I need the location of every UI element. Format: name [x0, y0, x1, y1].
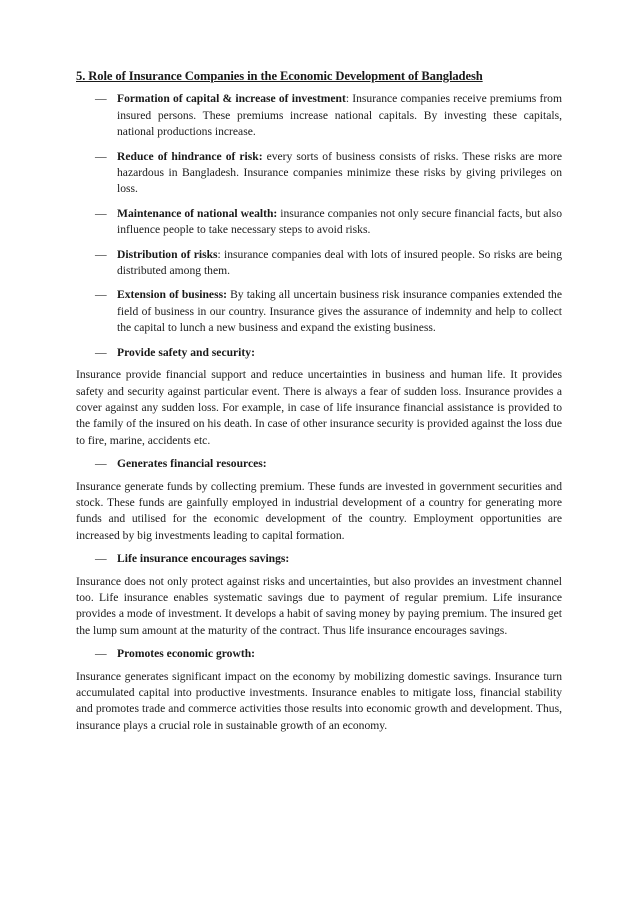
dash-marker: —	[95, 647, 107, 661]
dash-marker: —	[95, 457, 107, 471]
bullet-business-extension	[76, 287, 562, 336]
dash-marker: —	[95, 552, 107, 566]
bullet-text: insurance companies deal with lots of insured people. So risks are being distributed among them.	[117, 247, 562, 278]
paragraph-financial-resources: Insurance generate funds by collecting premium. These funds are invested in government securities and stock. These funds are gainfully employed in industrial development of a country for generating more funds and utilised for the economic development of the country. Employment opportunities are increased by big investments leading to capital formation.	[76, 479, 562, 542]
subheading-text: Promotes economic growth:	[117, 647, 256, 661]
subheading-text: Provide safety and security:	[117, 345, 255, 359]
bullet-capital-formation	[76, 91, 562, 140]
dash-marker: —	[95, 288, 107, 302]
document-page	[76, 68, 562, 741]
bullet-text: every sorts of business consists of risks. These risks are more hazardous in Bangladesh. Insurance companies minimize these risks by giving privileges on loss.	[117, 149, 562, 196]
dash-marker: —	[95, 92, 107, 106]
bullet-reduce-risk	[76, 149, 562, 198]
dash-marker: —	[95, 206, 107, 220]
bullet-text: Insurance companies receive premiums from insured persons. These premiums increase national capitals. By investing these capitals, national productions increase.	[117, 92, 562, 139]
bullet-national-wealth	[76, 206, 562, 239]
bullet-term: Maintenance of national wealth:	[117, 206, 278, 220]
bullet-term: Reduce of hindrance of risk:	[117, 149, 263, 163]
bullet-term: Extension of business:	[117, 288, 227, 302]
bullet-text: insurance companies not only secure financial facts, but also influence people to take necessary steps to avoid risks.	[117, 206, 562, 237]
subheading-safety-security	[76, 345, 562, 361]
bullet-term: Distribution of risks	[117, 247, 218, 261]
dash-marker: —	[95, 345, 107, 359]
subheading-text: Life insurance encourages savings:	[117, 552, 290, 566]
bullet-term: Formation of capital & increase of investment	[117, 92, 346, 106]
bullet-separator: :	[345, 92, 350, 106]
dash-marker: —	[95, 149, 107, 163]
bullet-separator: :	[217, 247, 221, 261]
subheading-economic-growth	[76, 646, 562, 662]
subheading-text: Generates financial resources:	[117, 457, 267, 471]
paragraph-economic-growth: Insurance generates significant impact on the economy by mobilizing domestic savings. Insurance turn accumulated capital into productive investments. Insurance enables to mitigate loss, financial stability and promotes trade and commerce activities those results into economic growth and development. Thus, insurance plays a crucial role in sustainable growth of an economy.	[76, 669, 562, 732]
dash-marker: —	[95, 247, 107, 261]
section-heading: 5. Role of Insurance Companies in the Economic Development of Bangladesh	[76, 69, 483, 83]
bullet-text: By taking all uncertain business risk insurance companies extended the field of business in our country. Insurance gives the assurance of indemnity and help to collect the capital to lunch a new business and expand the existing business.	[117, 288, 562, 335]
subheading-financial-resources	[76, 456, 562, 472]
paragraph-life-insurance-savings: Insurance does not only protect against risks and uncertainties, but also provides an investment channel too. Life insurance enables systematic savings due to payment of regular premium. Life insurance provides a mode of investment. It develops a habit of saving money by paying premium. The insured get the lump sum amount at the maturity of the contract. Thus life insurance encourages savings.	[76, 574, 562, 637]
subheading-life-insurance-savings	[76, 551, 562, 567]
bullet-risk-distribution	[76, 247, 562, 280]
paragraph-safety-security: Insurance provide financial support and reduce uncertainties in business and human life. It provides safety and security against particular event. There is always a fear of sudden loss. Insurance provides a cover against any sudden loss. For example, in case of life insurance financial assistance is provided to the family of the insured on his death. In case of other insurance security is provided against the loss due to fire, marine, accidents etc.	[76, 368, 562, 447]
